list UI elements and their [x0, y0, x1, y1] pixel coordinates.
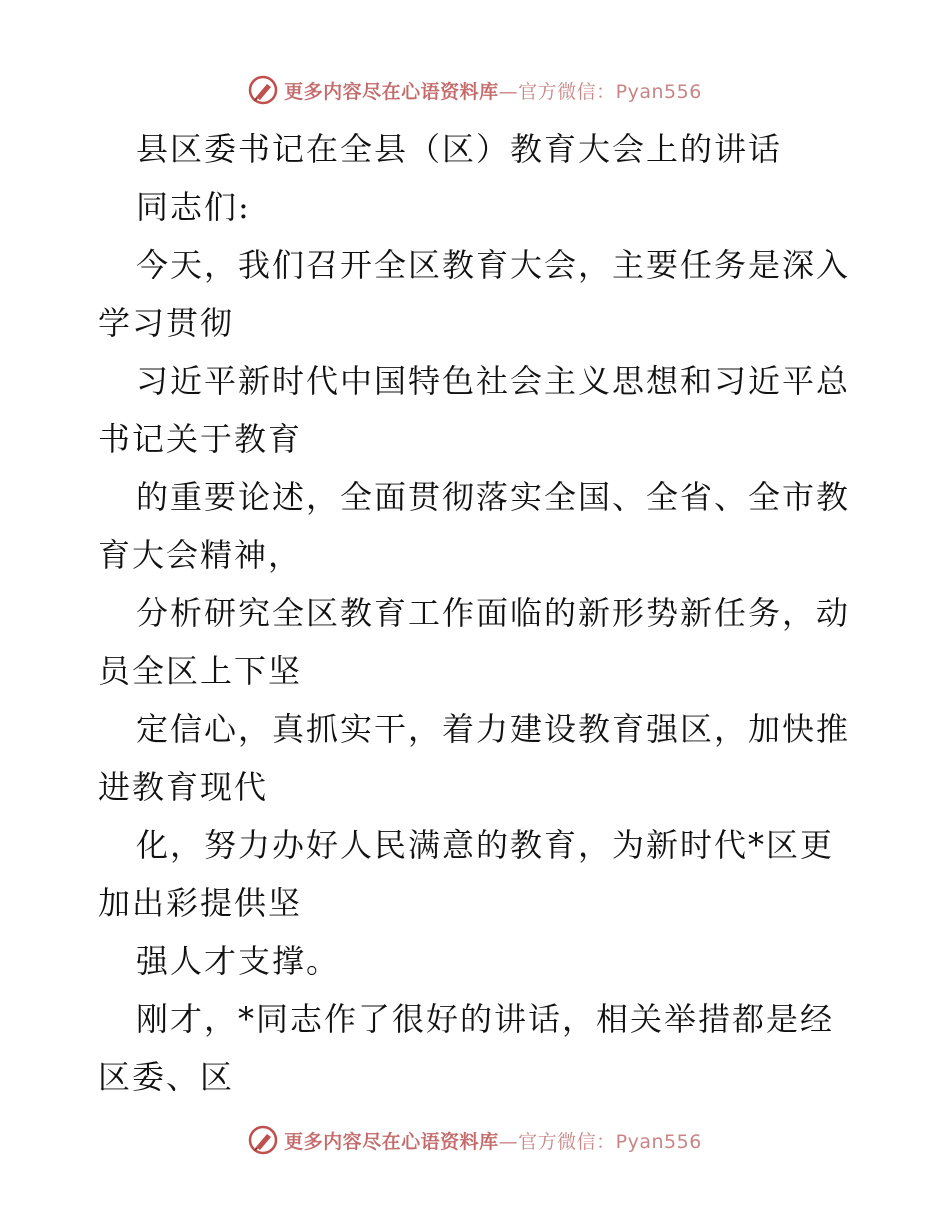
text-line: 的重要论述，全面贯彻落实全国、全省、全市教	[136, 478, 851, 516]
pen-logo-icon	[248, 1125, 278, 1155]
document-title: 县区委书记在全县（区）教育大会上的讲话	[136, 130, 783, 168]
document-body	[98, 120, 858, 1106]
text-line: 强人才支撑。	[136, 942, 341, 980]
text-line: 分析研究全区教育工作面临的新形势新任务，动	[136, 594, 851, 632]
text-line: 区委、区	[98, 1058, 235, 1096]
text-line: 今天，我们召开全区教育大会，主要任务是深入	[136, 246, 851, 284]
text-line: 同志们:	[136, 188, 251, 226]
text-line: 刚才，*同志作了很好的讲话，相关举措都是经	[136, 1000, 835, 1038]
text-line: 员全区上下坚	[98, 652, 303, 690]
watermark-contact: —官方微信：Pyan556	[498, 80, 702, 103]
text-line: 学习贯彻	[98, 304, 235, 342]
watermark-text	[284, 1127, 702, 1154]
watermark-text	[284, 77, 702, 104]
footer-watermark	[0, 1120, 950, 1160]
text-line: 化，努力办好人民满意的教育，为新时代*区更	[136, 826, 835, 864]
text-line: 进教育现代	[98, 768, 269, 806]
text-line: 书记关于教育	[98, 420, 303, 458]
watermark-contact: —官方微信：Pyan556	[498, 1130, 702, 1153]
text-line: 育大会精神，	[98, 536, 303, 574]
text-line: 加出彩提供坚	[98, 884, 303, 922]
pen-logo-icon	[248, 75, 278, 105]
text-line: 定信心，真抓实干，着力建设教育强区，加快推	[136, 710, 851, 748]
watermark-brand: 更多内容尽在心语资料库	[284, 80, 499, 103]
watermark-brand: 更多内容尽在心语资料库	[284, 1130, 499, 1153]
header-watermark	[0, 70, 950, 110]
text-line: 习近平新时代中国特色社会主义思想和习近平总	[136, 362, 851, 400]
